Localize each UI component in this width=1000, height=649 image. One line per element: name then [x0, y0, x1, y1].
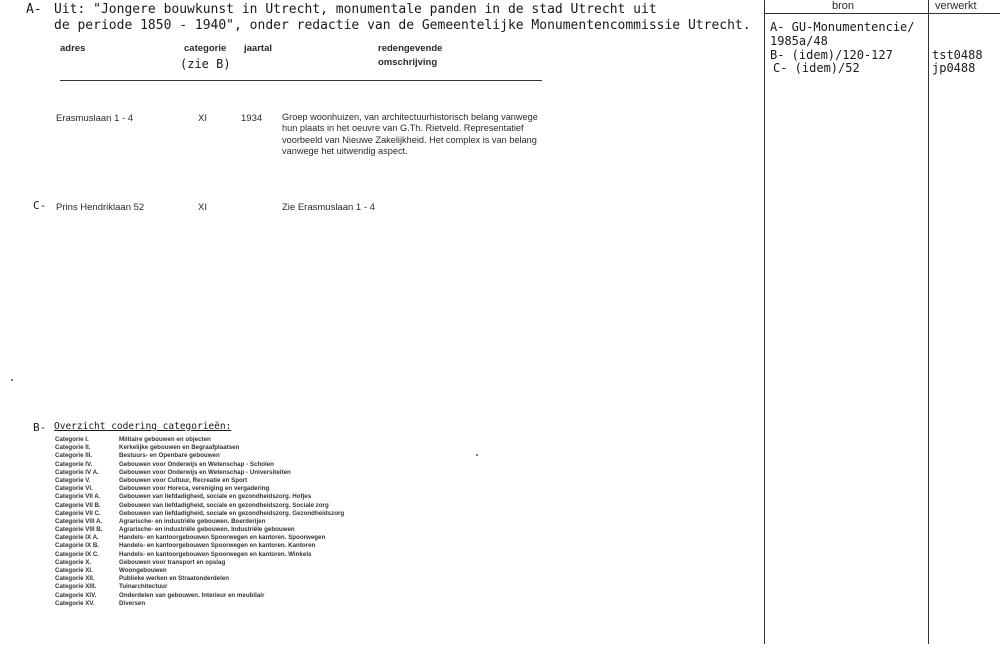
category-desc: Woongebouwen — [119, 567, 167, 574]
list-item — [55, 592, 415, 600]
list-item — [55, 461, 415, 469]
entry-1-omschrijving: Groep woonhuizen, van architectuurhistorisch belang vanwege hun plaats in het oeuvre van G.Th. Rietveld. Representatief voorbeeld van Nieuwe Zakelijkheid. Het complex is van belang vanwege het uitwendig aspect. — [282, 112, 538, 157]
entry-1-adres: Erasmuslaan 1 - 4 — [56, 113, 134, 124]
category-desc: Militaire gebouwen en objecten — [119, 436, 211, 443]
list-item — [55, 485, 415, 493]
category-desc: Agrarische- en industriële gebouwen. Industriële gebouwen — [119, 526, 295, 534]
category-desc: Gebouwen van liefdadigheid, sociale en gezondheidszorg. Sociale zorg — [119, 501, 329, 509]
codering-label: B- — [33, 421, 47, 434]
category-code: Categorie IV A. — [55, 468, 99, 476]
category-desc: Gebouwen van liefdadigheid, sociale en gezondheidszorg. Gezondheidszorg — [119, 509, 345, 517]
entry-1-categorie: XI — [198, 113, 207, 124]
list-item — [55, 436, 415, 444]
category-code: Categorie VI. — [55, 485, 93, 493]
category-code: Categorie I. — [55, 436, 89, 443]
column-header-adres: adres — [60, 43, 86, 54]
column-header-jaartal: jaartal — [244, 43, 272, 54]
category-desc: Gebouwen voor Onderwijs en Wetenschap - Scholen — [119, 460, 274, 468]
category-code: Categorie VII B. — [55, 501, 101, 509]
category-desc: Handels- en kantoorgebouwen Spoorwegen en kantoren. Spoorwegen — [119, 534, 326, 542]
list-item — [55, 575, 415, 583]
bron-line: B- (idem)/120-127 — [770, 48, 893, 62]
category-desc: Gebouwen voor Onderwijs en Wetenschap - Universiteiten — [119, 468, 291, 476]
category-code: Categorie III. — [55, 452, 93, 460]
category-code: Categorie VII C. — [55, 509, 101, 517]
column-header-omschrijving: omschrijving — [378, 57, 438, 68]
column-header-categorie: categorie — [184, 43, 227, 54]
list-item — [55, 452, 415, 460]
verwerkt-header: verwerkt — [935, 0, 977, 12]
scan-speck — [11, 379, 13, 381]
entry-2-label: C- — [33, 199, 47, 212]
category-code: Categorie XII. — [55, 575, 95, 583]
list-item — [55, 583, 415, 591]
list-item — [55, 518, 415, 526]
column-header-redengevende: redengevende — [378, 43, 443, 54]
table-divider-middle — [928, 0, 929, 644]
source-line-1: Uit: "Jongere bouwkunst in Utrecht, monumentale panden in de stad Utrecht uit — [54, 2, 657, 17]
list-item — [55, 526, 415, 534]
source-label: A- — [26, 2, 42, 17]
list-item — [55, 567, 415, 575]
table-header-rule — [764, 13, 1000, 14]
category-code: Categorie VIII A. — [55, 517, 103, 525]
category-desc: Gebouwen voor Cultuur, Recreatie en Sport — [119, 476, 248, 484]
verwerkt-line: jp0488 — [932, 61, 976, 75]
category-desc: Diversen — [119, 599, 146, 607]
category-code: Categorie IV. — [55, 460, 93, 468]
codering-title: Overzicht codering categorieën: — [54, 421, 232, 432]
category-desc: Handels- en kantoorgebouwen Spoorwegen en kantoren. Kantoren — [119, 542, 316, 550]
category-desc: Tuinarchitectuur — [119, 583, 168, 591]
scan-speck — [476, 454, 478, 456]
bron-header: bron — [832, 0, 855, 12]
bron-line: 1985a/48 — [770, 34, 828, 48]
category-desc: Gebouwen van liefdadigheid, sociale en gezondheidszorg. Hofjes — [119, 493, 312, 501]
list-item — [55, 510, 415, 518]
list-item — [55, 444, 415, 452]
list-item — [55, 600, 415, 608]
entry-1-jaartal: 1934 — [241, 113, 263, 124]
category-code: Categorie IX C. — [55, 550, 100, 558]
list-item — [55, 559, 415, 567]
list-item — [55, 477, 415, 485]
category-code: Categorie XIV. — [55, 591, 97, 599]
category-code: Categorie XI. — [55, 567, 93, 574]
list-item — [55, 469, 415, 477]
category-desc: Bestuurs- en Openbare gebouwen — [119, 452, 220, 460]
bron-line: C- (idem)/52 — [773, 61, 860, 75]
category-code: Categorie II. — [55, 444, 91, 452]
category-desc: Agrarische- en industriële gebouwen. Boerderijen — [119, 517, 266, 525]
category-desc: Publieke werken en Straatonderdelen — [119, 575, 230, 583]
category-desc: Kerkelijke gebouwen en Begraafplaatsen — [119, 444, 240, 452]
column-header-categorie-note: (zie B) — [180, 57, 231, 71]
source-line-2: de periode 1850 - 1940", onder redactie van de Gemeentelijke Monumentencommissie Utrecht. — [54, 18, 751, 33]
verwerkt-line: tst0488 — [932, 48, 983, 62]
codering-list — [55, 436, 415, 608]
entry-2-adres: Prins Hendriklaan 52 — [56, 202, 145, 213]
category-code: Categorie XIII. — [55, 583, 97, 591]
list-item — [55, 534, 415, 542]
table-divider-left — [764, 0, 765, 644]
category-code: Categorie X. — [55, 558, 92, 566]
list-item — [55, 551, 415, 559]
entry-2-omschrijving: Zie Erasmuslaan 1 - 4 — [282, 202, 375, 213]
bron-line: A- GU-Monumentencie/ — [770, 20, 915, 34]
list-item — [55, 542, 415, 550]
category-code: Categorie XV. — [55, 599, 95, 607]
category-desc: Handels- en kantoorgebouwen Spoorwegen en kantoren. Winkels — [119, 550, 312, 558]
category-desc: Onderdelen van gebouwen. Interieur en meubilair — [119, 591, 265, 599]
list-item — [55, 502, 415, 510]
category-code: Categorie IX B. — [55, 542, 100, 550]
category-code: Categorie VII A. — [55, 493, 101, 501]
category-desc: Gebouwen voor transport en opslag — [119, 558, 226, 566]
category-desc: Gebouwen voor Horeca, vereniging en vergadering — [119, 485, 270, 493]
header-divider — [60, 80, 542, 81]
category-code: Categorie VIII B. — [55, 526, 103, 534]
category-code: Categorie IX A. — [55, 534, 99, 542]
category-code: Categorie V. — [55, 476, 91, 484]
list-item — [55, 493, 415, 501]
entry-2-categorie: XI — [198, 202, 207, 213]
